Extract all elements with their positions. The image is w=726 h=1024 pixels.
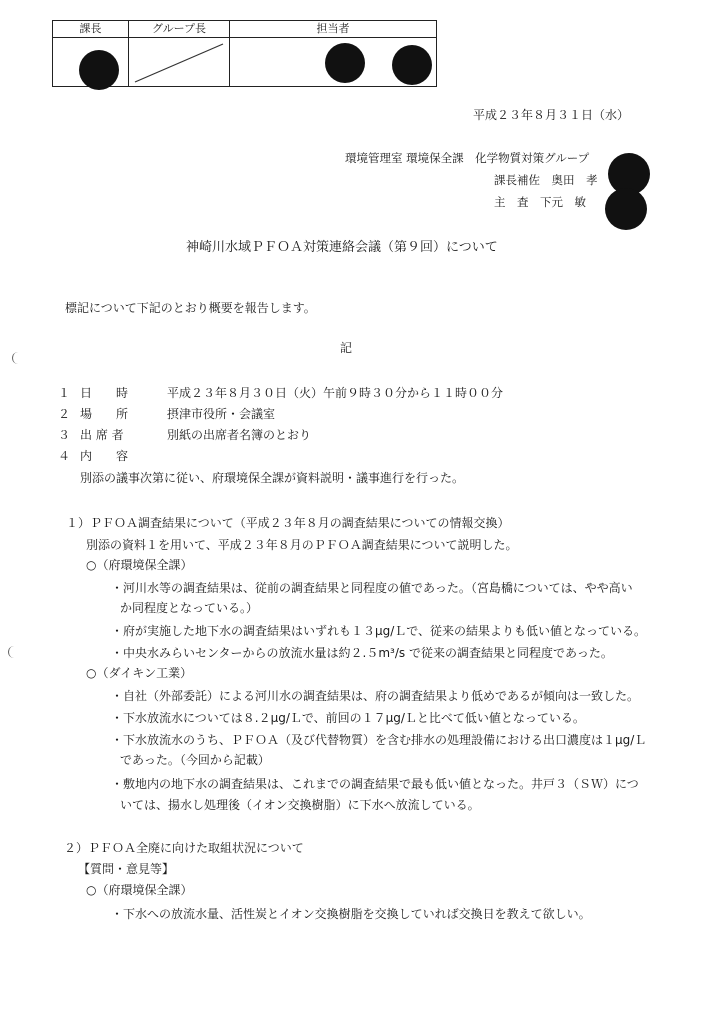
stamp-diagonal-line <box>129 38 229 86</box>
seal-redaction-mark <box>605 188 647 230</box>
scan-margin-mark <box>8 646 15 658</box>
bullet-text: であった。（今回から記載） <box>120 753 270 767</box>
bullet-text: か同程度となっている。） <box>120 601 259 615</box>
scan-margin-mark <box>12 352 19 364</box>
item-number: ４ <box>58 449 71 463</box>
bullet-text: ・自社（外部委託）による河川水の調査結果は、府の調査結果より低めであるが傾向は一致した。 <box>111 689 640 703</box>
document-date: 平成２３年８月３１日（水） <box>473 108 630 122</box>
sender-department: 環境管理室 環境保全課 化学物質対策グループ <box>345 151 590 165</box>
section2-group-prefectural: ○（府環境保全課） <box>86 883 193 897</box>
approval-stamp-box <box>52 20 437 87</box>
bullet-text: ・下水放流水のうち、ＰＦＯＡ（及び代替物質）を含む排水の処理設備における出口濃度は１μg/Ｌ <box>111 733 647 747</box>
section2-qa-label: 【質問・意見等】 <box>78 862 175 876</box>
bullet-text: ・敷地内の地下水の調査結果は、これまでの調査結果で最も低い値となった。井戸３（ＳＷ）につ <box>111 777 639 791</box>
bullet-text: ・府が実施した地下水の調査結果はいずれも１３μg/Ｌで、従来の結果よりも低い値となっている。 <box>111 624 647 638</box>
section1-group-prefectural: ○（府環境保全課） <box>86 558 193 572</box>
section1-desc: 別添の資料１を用いて、平成２３年８月のＰＦＯＡ調査結果について説明した。 <box>86 538 518 552</box>
bullet-text: ・河川水等の調査結果は、従前の調査結果と同程度の値であった。（宮島橋については、やや高い <box>111 581 633 595</box>
intro-text: 標記について下記のとおり概要を報告します。 <box>65 301 316 315</box>
bullet-text: ・中央水みらいセンターからの放流水量は約２.５m³/s で従来の調査結果と同程度であった。 <box>111 646 613 660</box>
stamp-label-group-leader: グループ長 <box>151 22 207 35</box>
item-number: ２ <box>58 407 71 421</box>
item-label: 場 所 <box>80 407 129 421</box>
sender-role-chief: 主 査 下元 敏 <box>494 195 586 209</box>
bullet-text: ・下水への放流水量、活性炭とイオン交換樹脂を交換していれば交換日を教えて欲しい。 <box>111 907 591 921</box>
item-value: 平成２３年８月３０日（火）午前９時３０分から１１時００分 <box>167 386 504 400</box>
bullet-text: いては、揚水し処理後（イオン交換樹脂）に下水へ放流している。 <box>120 798 480 812</box>
item-label: 日 時 <box>80 386 129 400</box>
item-value: 摂津市役所・会議室 <box>167 407 276 421</box>
item-label: 出 席 者 <box>80 428 124 442</box>
seal-redaction-mark <box>392 45 432 85</box>
stamp-label-tanto: 担当者 <box>316 22 350 35</box>
section2-heading: ２）ＰＦＯＡ全廃に向けた取組状況について <box>64 841 304 855</box>
sender-role-assistant: 課長補佐 奥田 孝 <box>494 173 598 187</box>
stamp-label-kacho: 課長 <box>79 22 102 35</box>
section1-heading: １）ＰＦＯＡ調査結果について（平成２３年８月の調査結果についての情報交換） <box>66 516 510 530</box>
bullet-text: ・下水放流水については８.２μg/Ｌで、前回の１７μg/Ｌと比べて低い値となっている。 <box>111 711 585 725</box>
item-value: 別紙の出席者名簿のとおり <box>167 428 312 442</box>
item-number: ３ <box>58 428 71 442</box>
seal-redaction-mark <box>325 43 365 83</box>
document-title: 神崎川水域ＰＦＯＡ対策連絡会議（第９回）について <box>186 240 498 255</box>
section1-group-daikin: ○（ダイキン工業） <box>86 666 193 680</box>
item-label: 内 容 <box>80 449 129 463</box>
content-intro: 別添の議事次第に従い、府環境保全課が資料説明・議事進行を行った。 <box>80 471 465 485</box>
item-number: １ <box>58 386 71 400</box>
seal-redaction-mark <box>79 50 119 90</box>
ki-heading: 記 <box>340 341 353 355</box>
